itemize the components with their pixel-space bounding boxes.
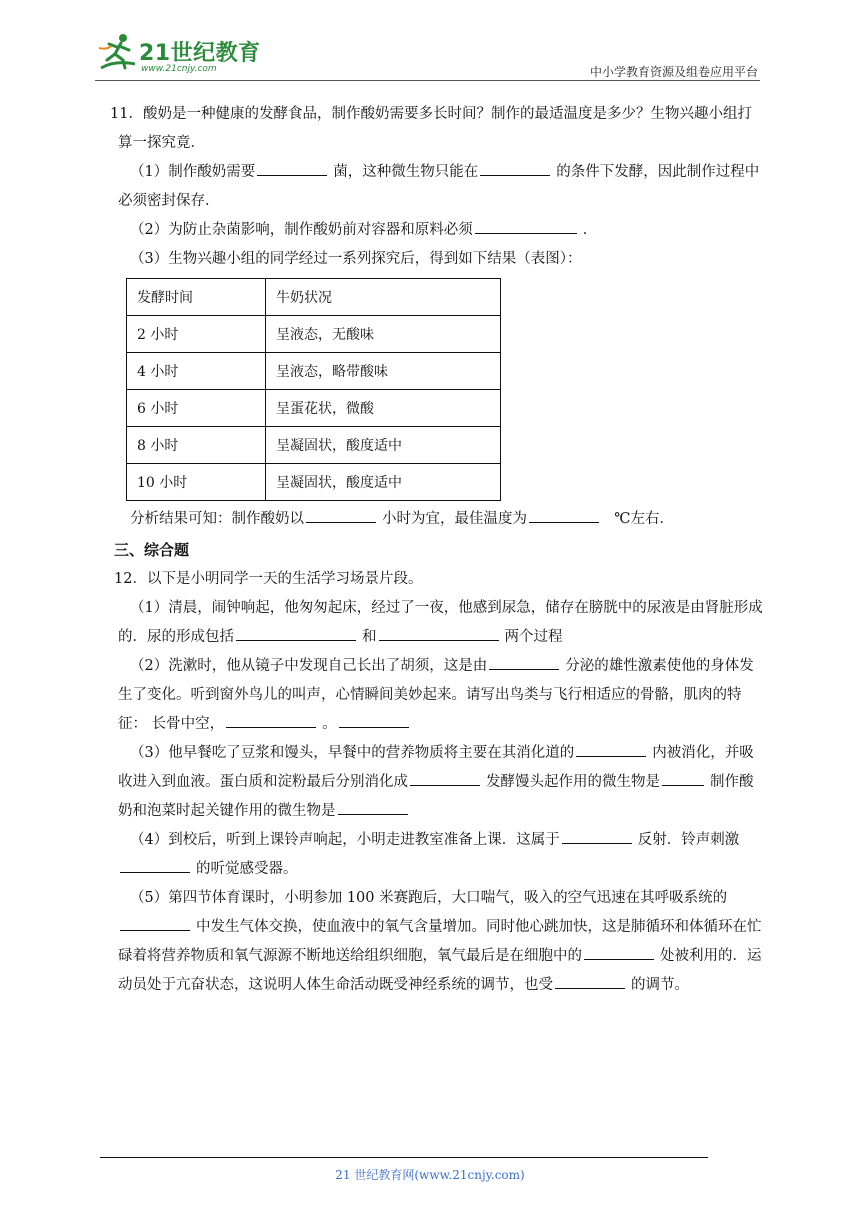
- answer-blank[interactable]: [338, 797, 408, 815]
- q12-part-5: （5）第四节体育课时，小明参加 100 米赛跑后，大口喘气，吸入的空气迅速在其呼吸系统的中发生气体交换，使血液中的氧气含量增加。同时他心跳加快，这是肺循环和体循环在忙碌着将营养物质和氧气源源不断地送给组织细胞，氧气最后是在细胞中的 处被利用的．运动员处于亢奋状态，这说明人体生命活动既受神经系统的调节，也受 的调节。: [118, 890, 762, 993]
- table-cell: 呈凝固状，酸度适中: [266, 427, 501, 464]
- table-header-cell: 牛奶状况: [266, 279, 501, 316]
- table-row: [127, 353, 501, 390]
- answer-blank[interactable]: [555, 971, 625, 989]
- header-divider: [95, 80, 760, 81]
- page-footer: 21 世纪教育网(www.21cnjy.com): [335, 1168, 525, 1182]
- answer-blank[interactable]: [576, 739, 646, 757]
- section-heading: 三、综合题: [114, 541, 190, 559]
- question-12-stem: 12．以下是小明同学一天的生活学习场景片段。: [114, 571, 423, 587]
- q12-part-4: （4）到校后，听到上课铃声响起，小明走进教室准备上课．这属于 反射．铃声刺激的听觉感受器。: [118, 826, 764, 884]
- q11-part-3: （3）生物兴趣小组的同学经过一系列探究后，得到如下结果（表图）：: [130, 251, 582, 267]
- answer-blank[interactable]: [226, 710, 316, 728]
- q12-part-2: （2）洗漱时，他从镜子中发现自己长出了胡须，这是由 分泌的雄性激素使他的身体发生了变化。听到窗外鸟儿的叫声，心情瞬间美妙起来。请写出鸟类与飞行相适应的骨骼，肌肉的特征： 长骨中空， 。: [118, 652, 764, 739]
- table-cell: 8 小时: [127, 427, 266, 464]
- answer-blank[interactable]: [410, 768, 480, 786]
- question-11-stem: 11．酸奶是一种健康的发酵食品，制作酸奶需要多长时间？制作的最适温度是多少？生物兴趣小组打算一探究竟．: [110, 106, 752, 151]
- table-header-row: [127, 279, 501, 316]
- table-cell: 10 小时: [127, 464, 266, 501]
- page-header: [95, 30, 760, 78]
- answer-blank[interactable]: [489, 652, 559, 670]
- fermentation-table: [126, 278, 501, 501]
- table-cell: 6 小时: [127, 390, 266, 427]
- answer-blank[interactable]: [379, 623, 499, 641]
- q11-part-2: （2）为防止杂菌影响，制作酸奶前对容器和原料必须 ．: [118, 216, 764, 245]
- answer-blank[interactable]: [236, 623, 356, 641]
- logo-brand: 21世纪教育: [139, 41, 261, 66]
- document-body: [110, 100, 764, 1000]
- table-header-cell: 发酵时间: [127, 279, 266, 316]
- site-logo: [95, 30, 275, 76]
- answer-blank[interactable]: [662, 768, 704, 786]
- table-cell: 呈凝固状，酸度适中: [266, 464, 501, 501]
- q12-part-1: （1）清晨，闹钟响起，他匆匆起床，经过了一夜，他感到尿急，储存在膀胱中的尿液是由肾脏形成的．尿的形成包括 和 两个过程: [118, 600, 763, 645]
- answer-blank[interactable]: [475, 216, 577, 234]
- table-row: [127, 464, 501, 501]
- table-row: [127, 390, 501, 427]
- footer-divider: [100, 1157, 708, 1158]
- answer-blank[interactable]: [306, 505, 376, 523]
- answer-blank[interactable]: [584, 942, 654, 960]
- answer-blank[interactable]: [339, 710, 409, 728]
- table-cell: 呈液态，无酸味: [266, 316, 501, 353]
- answer-blank[interactable]: [562, 826, 632, 844]
- answer-blank[interactable]: [120, 913, 190, 931]
- logo-url: www.21cnjy.com: [141, 64, 217, 74]
- table-row: [127, 427, 501, 464]
- table-cell: 4 小时: [127, 353, 266, 390]
- answer-blank[interactable]: [529, 505, 599, 523]
- table-cell: 2 小时: [127, 316, 266, 353]
- table-row: [127, 316, 501, 353]
- table-cell: 呈液态，略带酸味: [266, 353, 501, 390]
- answer-blank[interactable]: [480, 158, 550, 176]
- q12-part-3: （3）他早餐吃了豆浆和馒头，早餐中的营养物质将主要在其消化道的 内被消化，并吸收进入到血液。蛋白质和淀粉最后分别消化成 发酵馒头起作用的微生物是 制作酸奶和泡菜时起关键作用的微生物是: [118, 739, 764, 826]
- header-tagline: 中小学教育资源及组卷应用平台: [589, 65, 758, 79]
- q11-part-1: （1）制作酸奶需要 菌，这种微生物只能在 的条件下发酵，因此制作过程中必须密封保存．: [118, 158, 764, 216]
- answer-blank[interactable]: [120, 855, 190, 873]
- q11-analysis: 分析结果可知：制作酸奶以 小时为宜，最佳温度为 ℃左右．: [118, 505, 764, 534]
- answer-blank[interactable]: [257, 158, 327, 176]
- table-cell: 呈蛋花状，微酸: [266, 390, 501, 427]
- runner-logo-icon: [95, 30, 141, 76]
